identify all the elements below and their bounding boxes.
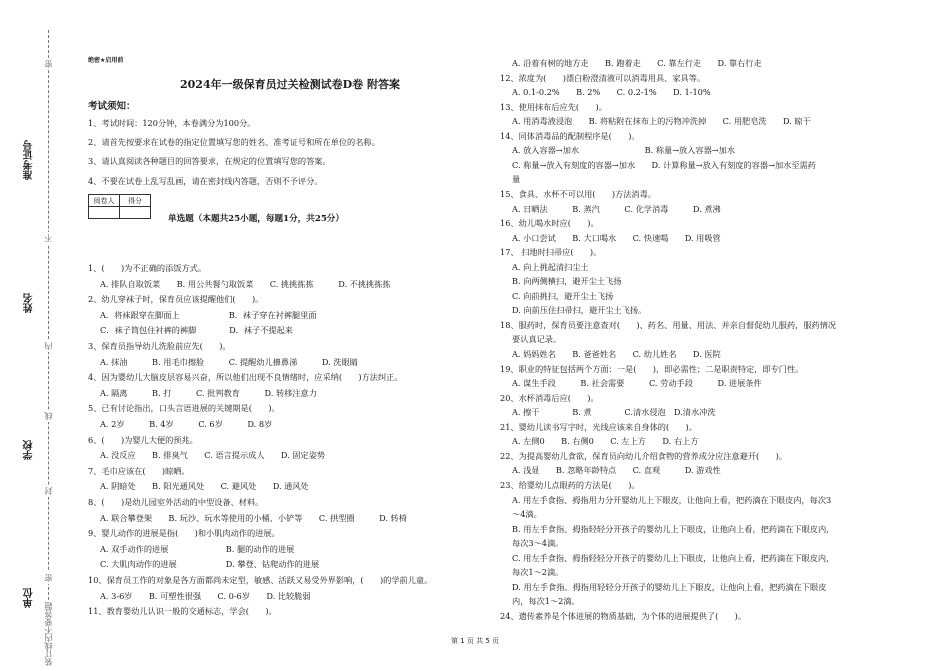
question-text: 17、 扫地时扫帚应( )。 <box>500 247 602 258</box>
notice-item: 2、请首先按要求在试卷的指定位置填写您的姓名、准考证号和所在单位的名称。 <box>88 137 380 147</box>
question-text: 20、水杯消毒后应( )。 <box>500 392 599 403</box>
score-table <box>88 194 151 219</box>
seal-char: 密 <box>44 60 53 68</box>
confidential-mark: 绝密★启用前 <box>88 57 124 64</box>
answer-option: A. 沿着有树的地方走 B. 跑着走 C. 靠左行走 D. 靠右行走 <box>512 58 762 68</box>
score-cell[interactable] <box>120 207 151 219</box>
grader-cell[interactable] <box>89 207 120 219</box>
question-text: 11、教育婴幼儿认识一般的交通标志，学会( )。 <box>88 606 277 617</box>
grader-header: 阅卷人 <box>89 195 120 207</box>
answer-option: B. 用左手食指、拇指轻轻分开孩子的婴幼儿上下眼皮，让他向上看，把药滴在下眼皮内， <box>512 523 835 534</box>
answer-option: A. 没反应 B. 排臭气 C. 语言提示成人 D. 固定姿势 <box>100 450 326 461</box>
answer-option: 要认真记录。 <box>512 334 562 345</box>
seal-char: 内 <box>44 342 53 350</box>
question-text: 8、( )是幼儿园室外活动的中型设备、材料。 <box>88 497 264 507</box>
question-text: 24、遗传素养是个体进展的物质基础，为个体的进展提供了( )。 <box>500 610 747 621</box>
answer-option: 每次3～4滴。 <box>512 538 564 549</box>
exam-number-label: 准考证号 <box>24 140 35 180</box>
answer-option: C. 用左手食指、拇指轻轻分开孩子的婴幼儿上下眼皮，让他向上看，把药滴在下眼皮内， <box>512 552 835 563</box>
notice-heading: 考试须知： <box>88 101 136 112</box>
answer-option: A. 联合攀登架 B. 玩沙、玩水等使用的小桶、小铲等 C. 拱型圈 D. 转椅 <box>100 512 407 523</box>
answer-option: A. 日晒法 B. 蒸汽 C. 化学消毒 D. 煮沸 <box>512 203 721 214</box>
answer-option: 每次1～2滴。 <box>512 567 564 578</box>
question-text: 3、保育员指导幼儿洗脸前应先( )。 <box>88 341 231 351</box>
notice-item: 3、请认真阅读各种题目的回答要求，在规定的位置填写您的答案。 <box>88 156 331 166</box>
question-text: 4、因为婴幼儿大脑皮层容易兴奋，所以他们出现不良情绪时，应采纳( )方法纠正。 <box>88 372 403 383</box>
question-text: 2、幼儿穿袜子时，保育员应该提醒他们( )。 <box>88 294 264 305</box>
notice-item: 1、考试时间：120分钟，本卷满分为100分。 <box>88 118 256 128</box>
question-text: 23、给婴幼儿点眼药的方法是( )。 <box>500 479 640 490</box>
answer-option: D. 用左手食指、拇指用轻轻分开孩子的婴幼儿上下眼皮，让他向上看，把药滴在下眼皮 <box>512 581 827 592</box>
question-text: 10、保育员工作的对象是各方面都尚未定型，敏感、活跃又易受外界影响，( )的学前儿童。 <box>88 575 433 585</box>
question-text: 12、浓度为( )漂白粉澄清液可以消毒用具、家具等。 <box>500 72 706 83</box>
unit-label: 单位 <box>24 588 35 608</box>
seal-line <box>48 30 49 630</box>
answer-option: C. 大肌肉动作的进展 D. 攀登、钻爬动作的进展 <box>100 559 320 570</box>
question-text: 14、同体消毒品的配制程序是( )。 <box>500 130 640 141</box>
answer-option: C. 向前挑扫，避开尘土飞扬 <box>512 290 614 301</box>
question-text: 15、食具、水杯不可以用( )方法消毒。 <box>500 188 656 199</box>
question-text: 6、( )为婴儿大便的预兆。 <box>88 434 198 445</box>
answer-option: A. 左侧0 B. 右侧0 C. 左上方 D. 右上方 <box>512 436 699 447</box>
answer-option: B. 向两侧横扫，避开尘土飞扬 <box>512 276 622 287</box>
binding-margin <box>0 0 78 671</box>
answer-option: A. 向上挑起清扫尘土 <box>512 261 589 272</box>
answer-option: A．将袜跟穿在脚面上 B．袜子穿在衬裤腿里面 <box>100 309 317 320</box>
seal-char: 不 <box>44 234 53 242</box>
answer-option: A. 排队自取饭菜 B. 用公共餐勺取饭菜 C. 挑挑拣拣 D. 不挑挑拣拣 <box>100 278 391 289</box>
answer-option: A. 用消毒液浸泡 B. 将粘附在抹布上的污物冲洗掉 C. 用肥皂洗 D. 晾干 <box>512 116 811 127</box>
answer-option: A. 2岁 B. 4岁 C. 6岁 D. 8岁 <box>100 419 273 429</box>
question-text: 5、已有讨论指出，口头言语进展的关键期是( )。 <box>88 403 280 414</box>
question-text: 7、毛巾应该在( )晾晒。 <box>88 465 190 476</box>
seal-char: 封 <box>44 487 53 495</box>
name-label: 姓名 <box>24 293 35 313</box>
answer-option: A. 阴暗处 B. 阳光通风处 C. 避风处 D. 通风处 <box>100 481 309 492</box>
answer-option: A. 谋生手段 B. 社会需要 C. 劳动手段 D. 进展条件 <box>512 378 762 389</box>
seal-char: 密 <box>44 574 53 582</box>
answer-option: A. 小口尝试 B. 大口喝水 C. 快速喝 D. 用吸管 <box>512 232 721 243</box>
answer-option: 量 <box>512 174 521 185</box>
section-title: 单选题（本题共25小题，每题1分，共25分） <box>168 214 344 224</box>
answer-option: C. 称量→放入有刻度的容器→加水 D. 计算称量→放入有刻度的容器→加水至需药 <box>512 159 816 170</box>
answer-option: A. 用左手食指、拇指用力分开婴幼儿上下眼皮，让他向上看，把药滴在下眼皮内，每次3 <box>512 494 832 505</box>
seal-char: 线 <box>44 412 53 420</box>
page-footer: 第 1 页 共 5 页 <box>450 637 500 645</box>
answer-option: A. 放入容器→加水 B. 称量→放入容器→加水 <box>512 145 736 156</box>
answer-option: A. 双手动作的进展 B. 腿的动作的进展 <box>100 543 295 554</box>
answer-option: A. 浅显 B. 忽略年龄特点 C. 直观 D. 游戏性 <box>512 465 721 476</box>
question-text: 18、服药时，保育员要注意查对( )、药名、用量、用法、并亲自督促幼儿服药，服药情况 <box>500 319 837 330</box>
question-text: 22、为提高婴幼儿食欲，保育员向幼儿介绍食物的营养成分应注意避开( )。 <box>500 450 787 461</box>
question-text: 9、婴儿动作的进展是指( )和小肌肉动作的进展。 <box>88 528 280 539</box>
answer-option: A. 妈妈姓名 B. 爸爸姓名 C. 幼儿姓名 D. 医院 <box>512 349 721 359</box>
answer-option: A. 抹油 B. 用毛巾擦脸 C. 提醒幼儿擤鼻涕 D. 洗眼睛 <box>100 356 358 367</box>
answer-option: C．袜子筒包住衬裤的裤脚 D．袜子不提起来 <box>100 325 293 336</box>
answer-option: A. 擦干 B. 煮 C.清水侵泡 D.清水冲洗 <box>512 407 716 418</box>
answer-option: D. 向前压住扫帚扫，避开尘土飞扬。 <box>512 305 647 316</box>
question-text: 16、幼儿喝水时应( )。 <box>500 218 599 229</box>
answer-option: A. 隔离 B. 打 C. 批判教育 D. 转移注意力 <box>100 387 317 398</box>
seal-hint: 装订线内不要答题 <box>44 602 53 666</box>
question-text: 21、婴幼儿读书写字时，光线应该来自身体的( )。 <box>500 421 697 432</box>
question-text: 13、使用抹布后应先( )。 <box>500 101 607 112</box>
answer-option: A. 3-6岁 B. 可塑性很强 C. 0-6岁 D. 比较脆弱 <box>100 590 311 601</box>
score-header: 得分 <box>120 195 151 207</box>
answer-option: 内，每次1～2滴。 <box>512 596 580 607</box>
page-title: 2024年一级保育员过关检测试卷D卷 附答案 <box>180 78 400 91</box>
answer-option: ～4滴。 <box>512 509 542 520</box>
answer-option: A. 0.1-0.2% B. 2% C. 0.2-1% D. 1-10% <box>512 87 711 98</box>
notice-item: 4、不要在试卷上乱写乱画，请在密封线内答题，否则不予评分。 <box>88 176 323 186</box>
school-label: 学校 <box>24 440 35 460</box>
question-text: 19、职业的特征包括两个方面：一是( )，即必需性；二是职责特定，即专门性。 <box>500 363 804 374</box>
question-text: 1、( )为不正确的添饭方式。 <box>88 263 207 273</box>
